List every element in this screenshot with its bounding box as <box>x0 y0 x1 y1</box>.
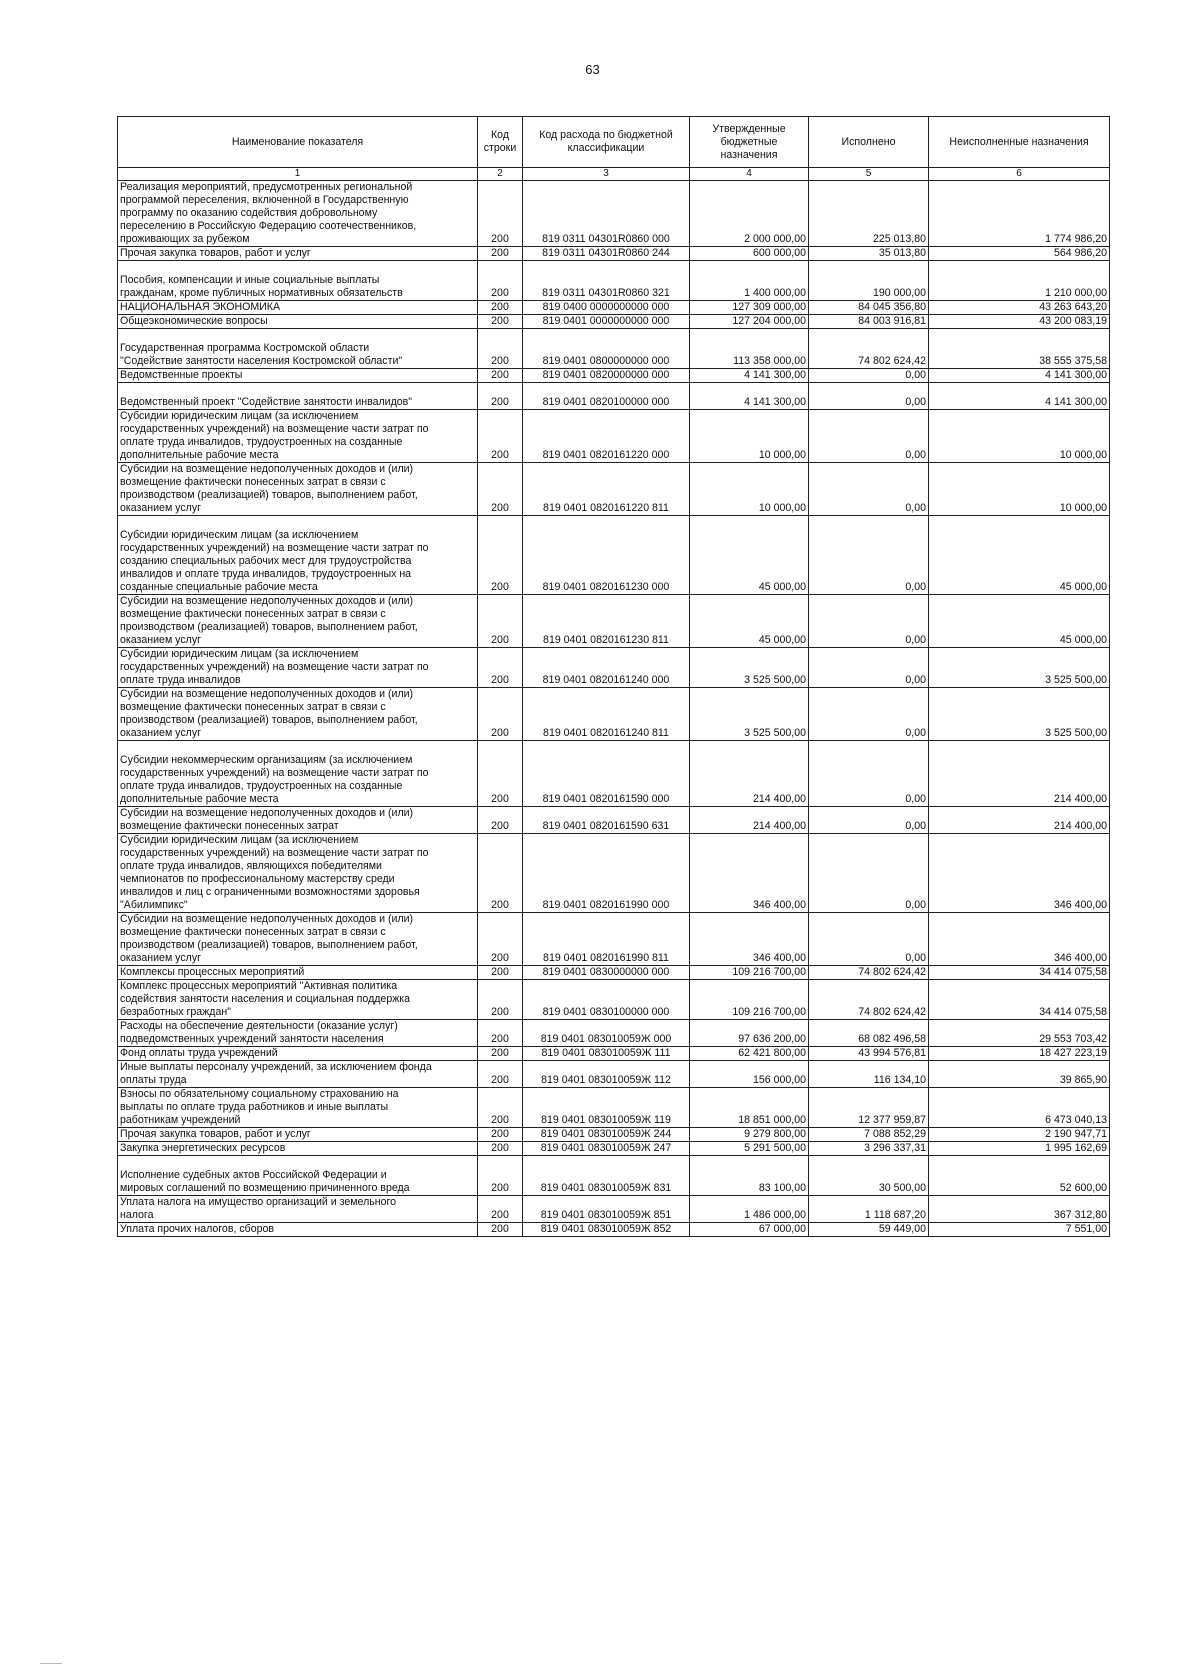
table-row <box>118 247 1110 261</box>
row-budget-code: 819 0401 0820161990 811 <box>523 913 690 966</box>
row-name: Субсидии юридическим лицам (за исключением государственных учреждений) на возмещение части затрат по оплате труда инвалидов, являющихся победителями чемпионатов по профессиональному мастерству среди инвалидов и лиц с ограниченными возможностями здоровья "Абилимпикс" <box>118 834 478 913</box>
row-budget-code: 819 0311 04301R0860 000 <box>523 181 690 247</box>
row-approved: 113 358 000,00 <box>690 329 809 369</box>
row-executed: 7 088 852,29 <box>809 1128 929 1142</box>
row-approved: 45 000,00 <box>690 516 809 595</box>
row-line-code: 200 <box>478 595 523 648</box>
row-budget-code: 819 0401 083010059Ж 831 <box>523 1156 690 1196</box>
row-approved: 127 204 000,00 <box>690 315 809 329</box>
table-row <box>118 1047 1110 1061</box>
row-name: Субсидии некоммерческим организациям (за исключением государственных учреждений) на возмещение части затрат по оплате труда инвалидов, трудоустроенных на созданные дополнительные рабочие места <box>118 741 478 807</box>
table-row <box>118 301 1110 315</box>
row-line-code: 200 <box>478 463 523 516</box>
row-approved: 600 000,00 <box>690 247 809 261</box>
row-budget-code: 819 0401 083010059Ж 000 <box>523 1020 690 1047</box>
table-header-row <box>118 117 1110 168</box>
row-executed: 35 013,80 <box>809 247 929 261</box>
row-executed: 0,00 <box>809 369 929 383</box>
row-line-code: 200 <box>478 1196 523 1223</box>
row-unexecuted: 43 200 083,19 <box>929 315 1110 329</box>
row-name: Расходы на обеспечение деятельности (оказание услуг) подведомственных учреждений занятости населения <box>118 1020 478 1047</box>
row-approved: 214 400,00 <box>690 807 809 834</box>
row-executed: 116 134,10 <box>809 1061 929 1088</box>
row-approved: 67 000,00 <box>690 1223 809 1237</box>
row-budget-code: 819 0401 083010059Ж 119 <box>523 1088 690 1128</box>
table-row <box>118 181 1110 247</box>
row-approved: 1 400 000,00 <box>690 261 809 301</box>
row-executed: 68 082 496,58 <box>809 1020 929 1047</box>
row-line-code: 200 <box>478 980 523 1020</box>
row-approved: 109 216 700,00 <box>690 980 809 1020</box>
row-budget-code: 819 0401 0830000000 000 <box>523 966 690 980</box>
row-line-code: 200 <box>478 261 523 301</box>
row-approved: 4 141 300,00 <box>690 369 809 383</box>
table-row <box>118 329 1110 369</box>
row-unexecuted: 45 000,00 <box>929 595 1110 648</box>
table-row <box>118 1088 1110 1128</box>
row-line-code: 200 <box>478 807 523 834</box>
table-body <box>118 181 1110 1237</box>
row-executed: 43 994 576,81 <box>809 1047 929 1061</box>
row-unexecuted: 3 525 500,00 <box>929 648 1110 688</box>
row-unexecuted: 1 210 000,00 <box>929 261 1110 301</box>
row-unexecuted: 1 995 162,69 <box>929 1142 1110 1156</box>
column-number: 6 <box>929 168 1110 181</box>
row-approved: 127 309 000,00 <box>690 301 809 315</box>
row-executed: 190 000,00 <box>809 261 929 301</box>
row-executed: 30 500,00 <box>809 1156 929 1196</box>
row-line-code: 200 <box>478 383 523 410</box>
row-unexecuted: 214 400,00 <box>929 807 1110 834</box>
row-unexecuted: 34 414 075,58 <box>929 966 1110 980</box>
row-budget-code: 819 0401 083010059Ж 247 <box>523 1142 690 1156</box>
row-name: Реализация мероприятий, предусмотренных региональной программой переселения, включенной в Государственную программу по оказанию содействия добровольному переселению в Российскую Федерацию соотечественников, проживающих за рубежом <box>118 181 478 247</box>
row-line-code: 200 <box>478 741 523 807</box>
table-row <box>118 807 1110 834</box>
row-budget-code: 819 0401 083010059Ж 111 <box>523 1047 690 1061</box>
row-executed: 74 802 624,42 <box>809 966 929 980</box>
scan-mark <box>40 1663 62 1664</box>
table-row <box>118 688 1110 741</box>
row-unexecuted: 367 312,80 <box>929 1196 1110 1223</box>
table-row <box>118 595 1110 648</box>
row-budget-code: 819 0401 0000000000 000 <box>523 315 690 329</box>
row-executed: 84 045 356,80 <box>809 301 929 315</box>
row-line-code: 200 <box>478 1128 523 1142</box>
row-unexecuted: 1 774 986,20 <box>929 181 1110 247</box>
table-row <box>118 648 1110 688</box>
table-row <box>118 741 1110 807</box>
row-name: Субсидии на возмещение недополученных доходов и (или) возмещение фактически понесенных затрат в связи с производством (реализацией) товаров, выполнением работ, оказанием услуг <box>118 688 478 741</box>
table-row <box>118 369 1110 383</box>
row-unexecuted: 34 414 075,58 <box>929 980 1110 1020</box>
row-line-code: 200 <box>478 516 523 595</box>
header-budget-code: Код расхода по бюджетной классификации <box>523 117 690 168</box>
header-approved: Утвержденные бюджетные назначения <box>690 117 809 168</box>
table-row <box>118 1196 1110 1223</box>
row-executed: 59 449,00 <box>809 1223 929 1237</box>
row-approved: 109 216 700,00 <box>690 966 809 980</box>
row-budget-code: 819 0401 0820100000 000 <box>523 383 690 410</box>
table-row <box>118 1020 1110 1047</box>
row-name: Ведомственные проекты <box>118 369 478 383</box>
row-line-code: 200 <box>478 301 523 315</box>
column-number: 5 <box>809 168 929 181</box>
row-approved: 62 421 800,00 <box>690 1047 809 1061</box>
row-unexecuted: 4 141 300,00 <box>929 369 1110 383</box>
row-unexecuted: 214 400,00 <box>929 741 1110 807</box>
row-budget-code: 819 0311 04301R0860 321 <box>523 261 690 301</box>
row-budget-code: 819 0401 0820161230 000 <box>523 516 690 595</box>
row-approved: 346 400,00 <box>690 913 809 966</box>
row-line-code: 200 <box>478 913 523 966</box>
row-unexecuted: 10 000,00 <box>929 410 1110 463</box>
row-line-code: 200 <box>478 1156 523 1196</box>
row-budget-code: 819 0401 0820161240 000 <box>523 648 690 688</box>
row-unexecuted: 52 600,00 <box>929 1156 1110 1196</box>
row-approved: 5 291 500,00 <box>690 1142 809 1156</box>
row-unexecuted: 10 000,00 <box>929 463 1110 516</box>
row-unexecuted: 43 263 643,20 <box>929 301 1110 315</box>
row-line-code: 200 <box>478 1142 523 1156</box>
row-approved: 346 400,00 <box>690 834 809 913</box>
row-line-code: 200 <box>478 1061 523 1088</box>
row-executed: 0,00 <box>809 410 929 463</box>
row-unexecuted: 45 000,00 <box>929 516 1110 595</box>
row-executed: 0,00 <box>809 741 929 807</box>
table-row <box>118 516 1110 595</box>
column-number: 1 <box>118 168 478 181</box>
header-name: Наименование показателя <box>118 117 478 168</box>
table-row <box>118 834 1110 913</box>
row-line-code: 200 <box>478 1223 523 1237</box>
row-executed: 74 802 624,42 <box>809 980 929 1020</box>
row-name: Общеэкономические вопросы <box>118 315 478 329</box>
budget-execution-table <box>117 116 1110 1237</box>
row-line-code: 200 <box>478 834 523 913</box>
row-executed: 225 013,80 <box>809 181 929 247</box>
header-unexecuted: Неисполненные назначения <box>929 117 1110 168</box>
row-unexecuted: 7 551,00 <box>929 1223 1110 1237</box>
row-unexecuted: 346 400,00 <box>929 834 1110 913</box>
row-budget-code: 819 0401 083010059Ж 244 <box>523 1128 690 1142</box>
row-name: Субсидии на возмещение недополученных доходов и (или) возмещение фактически понесенных затрат в связи с производством (реализацией) товаров, выполнением работ, оказанием услуг <box>118 913 478 966</box>
row-approved: 10 000,00 <box>690 463 809 516</box>
row-name: Взносы по обязательному социальному страхованию на выплаты по оплате труда работников и иные выплаты работникам учреждений <box>118 1088 478 1128</box>
row-approved: 3 525 500,00 <box>690 648 809 688</box>
row-name: Пособия, компенсации и иные социальные выплаты гражданам, кроме публичных нормативных обязательств <box>118 261 478 301</box>
row-budget-code: 819 0401 0820161590 000 <box>523 741 690 807</box>
table-row <box>118 1223 1110 1237</box>
row-name: Ведомственный проект "Содействие занятости инвалидов" <box>118 383 478 410</box>
row-budget-code: 819 0401 083010059Ж 852 <box>523 1223 690 1237</box>
row-budget-code: 819 0401 0820161220 000 <box>523 410 690 463</box>
column-number: 3 <box>523 168 690 181</box>
row-budget-code: 819 0401 0820161590 631 <box>523 807 690 834</box>
row-executed: 1 118 687,20 <box>809 1196 929 1223</box>
row-line-code: 200 <box>478 1020 523 1047</box>
row-unexecuted: 346 400,00 <box>929 913 1110 966</box>
row-executed: 74 802 624,42 <box>809 329 929 369</box>
table-row <box>118 1142 1110 1156</box>
row-budget-code: 819 0311 04301R0860 244 <box>523 247 690 261</box>
row-budget-code: 819 0401 0820161990 000 <box>523 834 690 913</box>
row-approved: 4 141 300,00 <box>690 383 809 410</box>
column-number-row <box>118 168 1110 181</box>
row-name: Субсидии юридическим лицам (за исключением государственных учреждений) на возмещение части затрат по оплате труда инвалидов, трудоустроенных на созданные дополнительные рабочие места <box>118 410 478 463</box>
row-unexecuted: 39 865,90 <box>929 1061 1110 1088</box>
row-name: Иные выплаты персоналу учреждений, за исключением фонда оплаты труда <box>118 1061 478 1088</box>
row-name: Прочая закупка товаров, работ и услуг <box>118 247 478 261</box>
row-budget-code: 819 0401 0800000000 000 <box>523 329 690 369</box>
row-budget-code: 819 0401 0820161220 811 <box>523 463 690 516</box>
row-approved: 2 000 000,00 <box>690 181 809 247</box>
column-number: 2 <box>478 168 523 181</box>
row-line-code: 200 <box>478 1047 523 1061</box>
row-name: Государственная программа Костромской области "Содействие занятости населения Костромской области" <box>118 329 478 369</box>
row-executed: 0,00 <box>809 648 929 688</box>
row-name: Субсидии юридическим лицам (за исключением государственных учреждений) на возмещение части затрат по оплате труда инвалидов <box>118 648 478 688</box>
row-unexecuted: 29 553 703,42 <box>929 1020 1110 1047</box>
row-line-code: 200 <box>478 688 523 741</box>
row-executed: 0,00 <box>809 516 929 595</box>
table-row <box>118 1128 1110 1142</box>
table-row <box>118 261 1110 301</box>
row-approved: 214 400,00 <box>690 741 809 807</box>
row-executed: 3 296 337,31 <box>809 1142 929 1156</box>
header-line-code: Код строки <box>478 117 523 168</box>
row-unexecuted: 3 525 500,00 <box>929 688 1110 741</box>
row-budget-code: 819 0401 0830100000 000 <box>523 980 690 1020</box>
row-name: Комплексы процессных мероприятий <box>118 966 478 980</box>
row-budget-code: 819 0401 083010059Ж 851 <box>523 1196 690 1223</box>
row-name: Уплата налога на имущество организаций и земельного налога <box>118 1196 478 1223</box>
row-unexecuted: 4 141 300,00 <box>929 383 1110 410</box>
table-row <box>118 1061 1110 1088</box>
row-executed: 0,00 <box>809 913 929 966</box>
table-row <box>118 315 1110 329</box>
row-name: Комплекс процессных мероприятий "Активная политика содействия занятости населения и социальная поддержка безработных граждан" <box>118 980 478 1020</box>
row-unexecuted: 564 986,20 <box>929 247 1110 261</box>
row-line-code: 200 <box>478 648 523 688</box>
row-executed: 0,00 <box>809 595 929 648</box>
header-executed: Исполнено <box>809 117 929 168</box>
row-budget-code: 819 0401 0820161230 811 <box>523 595 690 648</box>
row-approved: 18 851 000,00 <box>690 1088 809 1128</box>
page-number: 63 <box>585 62 600 77</box>
row-name: Исполнение судебных актов Российской Федерации и мировых соглашений по возмещению причиненного вреда <box>118 1156 478 1196</box>
row-unexecuted: 38 555 375,58 <box>929 329 1110 369</box>
table-row <box>118 410 1110 463</box>
row-approved: 9 279 800,00 <box>690 1128 809 1142</box>
row-executed: 12 377 959,87 <box>809 1088 929 1128</box>
row-unexecuted: 18 427 223,19 <box>929 1047 1110 1061</box>
row-line-code: 200 <box>478 315 523 329</box>
table-row <box>118 1156 1110 1196</box>
row-approved: 10 000,00 <box>690 410 809 463</box>
column-number: 4 <box>690 168 809 181</box>
row-executed: 0,00 <box>809 383 929 410</box>
row-line-code: 200 <box>478 329 523 369</box>
table-row <box>118 383 1110 410</box>
table-row <box>118 966 1110 980</box>
row-approved: 45 000,00 <box>690 595 809 648</box>
row-line-code: 200 <box>478 1088 523 1128</box>
table-row <box>118 980 1110 1020</box>
row-executed: 0,00 <box>809 807 929 834</box>
row-name: Субсидии на возмещение недополученных доходов и (или) возмещение фактически понесенных затрат в связи с производством (реализацией) товаров, выполнением работ, оказанием услуг <box>118 463 478 516</box>
row-approved: 3 525 500,00 <box>690 688 809 741</box>
row-name: Фонд оплаты труда учреждений <box>118 1047 478 1061</box>
table-row <box>118 913 1110 966</box>
row-executed: 84 003 916,81 <box>809 315 929 329</box>
row-unexecuted: 6 473 040,13 <box>929 1088 1110 1128</box>
row-name: Прочая закупка товаров, работ и услуг <box>118 1128 478 1142</box>
row-executed: 0,00 <box>809 463 929 516</box>
row-line-code: 200 <box>478 966 523 980</box>
row-budget-code: 819 0400 0000000000 000 <box>523 301 690 315</box>
row-approved: 156 000,00 <box>690 1061 809 1088</box>
row-name: Закупка энергетических ресурсов <box>118 1142 478 1156</box>
row-line-code: 200 <box>478 410 523 463</box>
row-line-code: 200 <box>478 369 523 383</box>
row-name: Субсидии на возмещение недополученных доходов и (или) возмещение фактически понесенных затрат <box>118 807 478 834</box>
row-line-code: 200 <box>478 247 523 261</box>
row-executed: 0,00 <box>809 688 929 741</box>
row-approved: 97 636 200,00 <box>690 1020 809 1047</box>
row-name: Уплата прочих налогов, сборов <box>118 1223 478 1237</box>
row-name: Субсидии юридическим лицам (за исключением государственных учреждений) на возмещение части затрат по созданию специальных рабочих мест для трудоустройства инвалидов и оплате труда инвалидов, трудоустроенных на созданные специальные рабочие места <box>118 516 478 595</box>
row-approved: 1 486 000,00 <box>690 1196 809 1223</box>
row-name: НАЦИОНАЛЬНАЯ ЭКОНОМИКА <box>118 301 478 315</box>
row-budget-code: 819 0401 0820161240 811 <box>523 688 690 741</box>
row-budget-code: 819 0401 083010059Ж 112 <box>523 1061 690 1088</box>
row-approved: 83 100,00 <box>690 1156 809 1196</box>
table-row <box>118 463 1110 516</box>
row-executed: 0,00 <box>809 834 929 913</box>
row-unexecuted: 2 190 947,71 <box>929 1128 1110 1142</box>
row-line-code: 200 <box>478 181 523 247</box>
row-budget-code: 819 0401 0820000000 000 <box>523 369 690 383</box>
row-name: Субсидии на возмещение недополученных доходов и (или) возмещение фактически понесенных затрат в связи с производством (реализацией) товаров, выполнением работ, оказанием услуг <box>118 595 478 648</box>
